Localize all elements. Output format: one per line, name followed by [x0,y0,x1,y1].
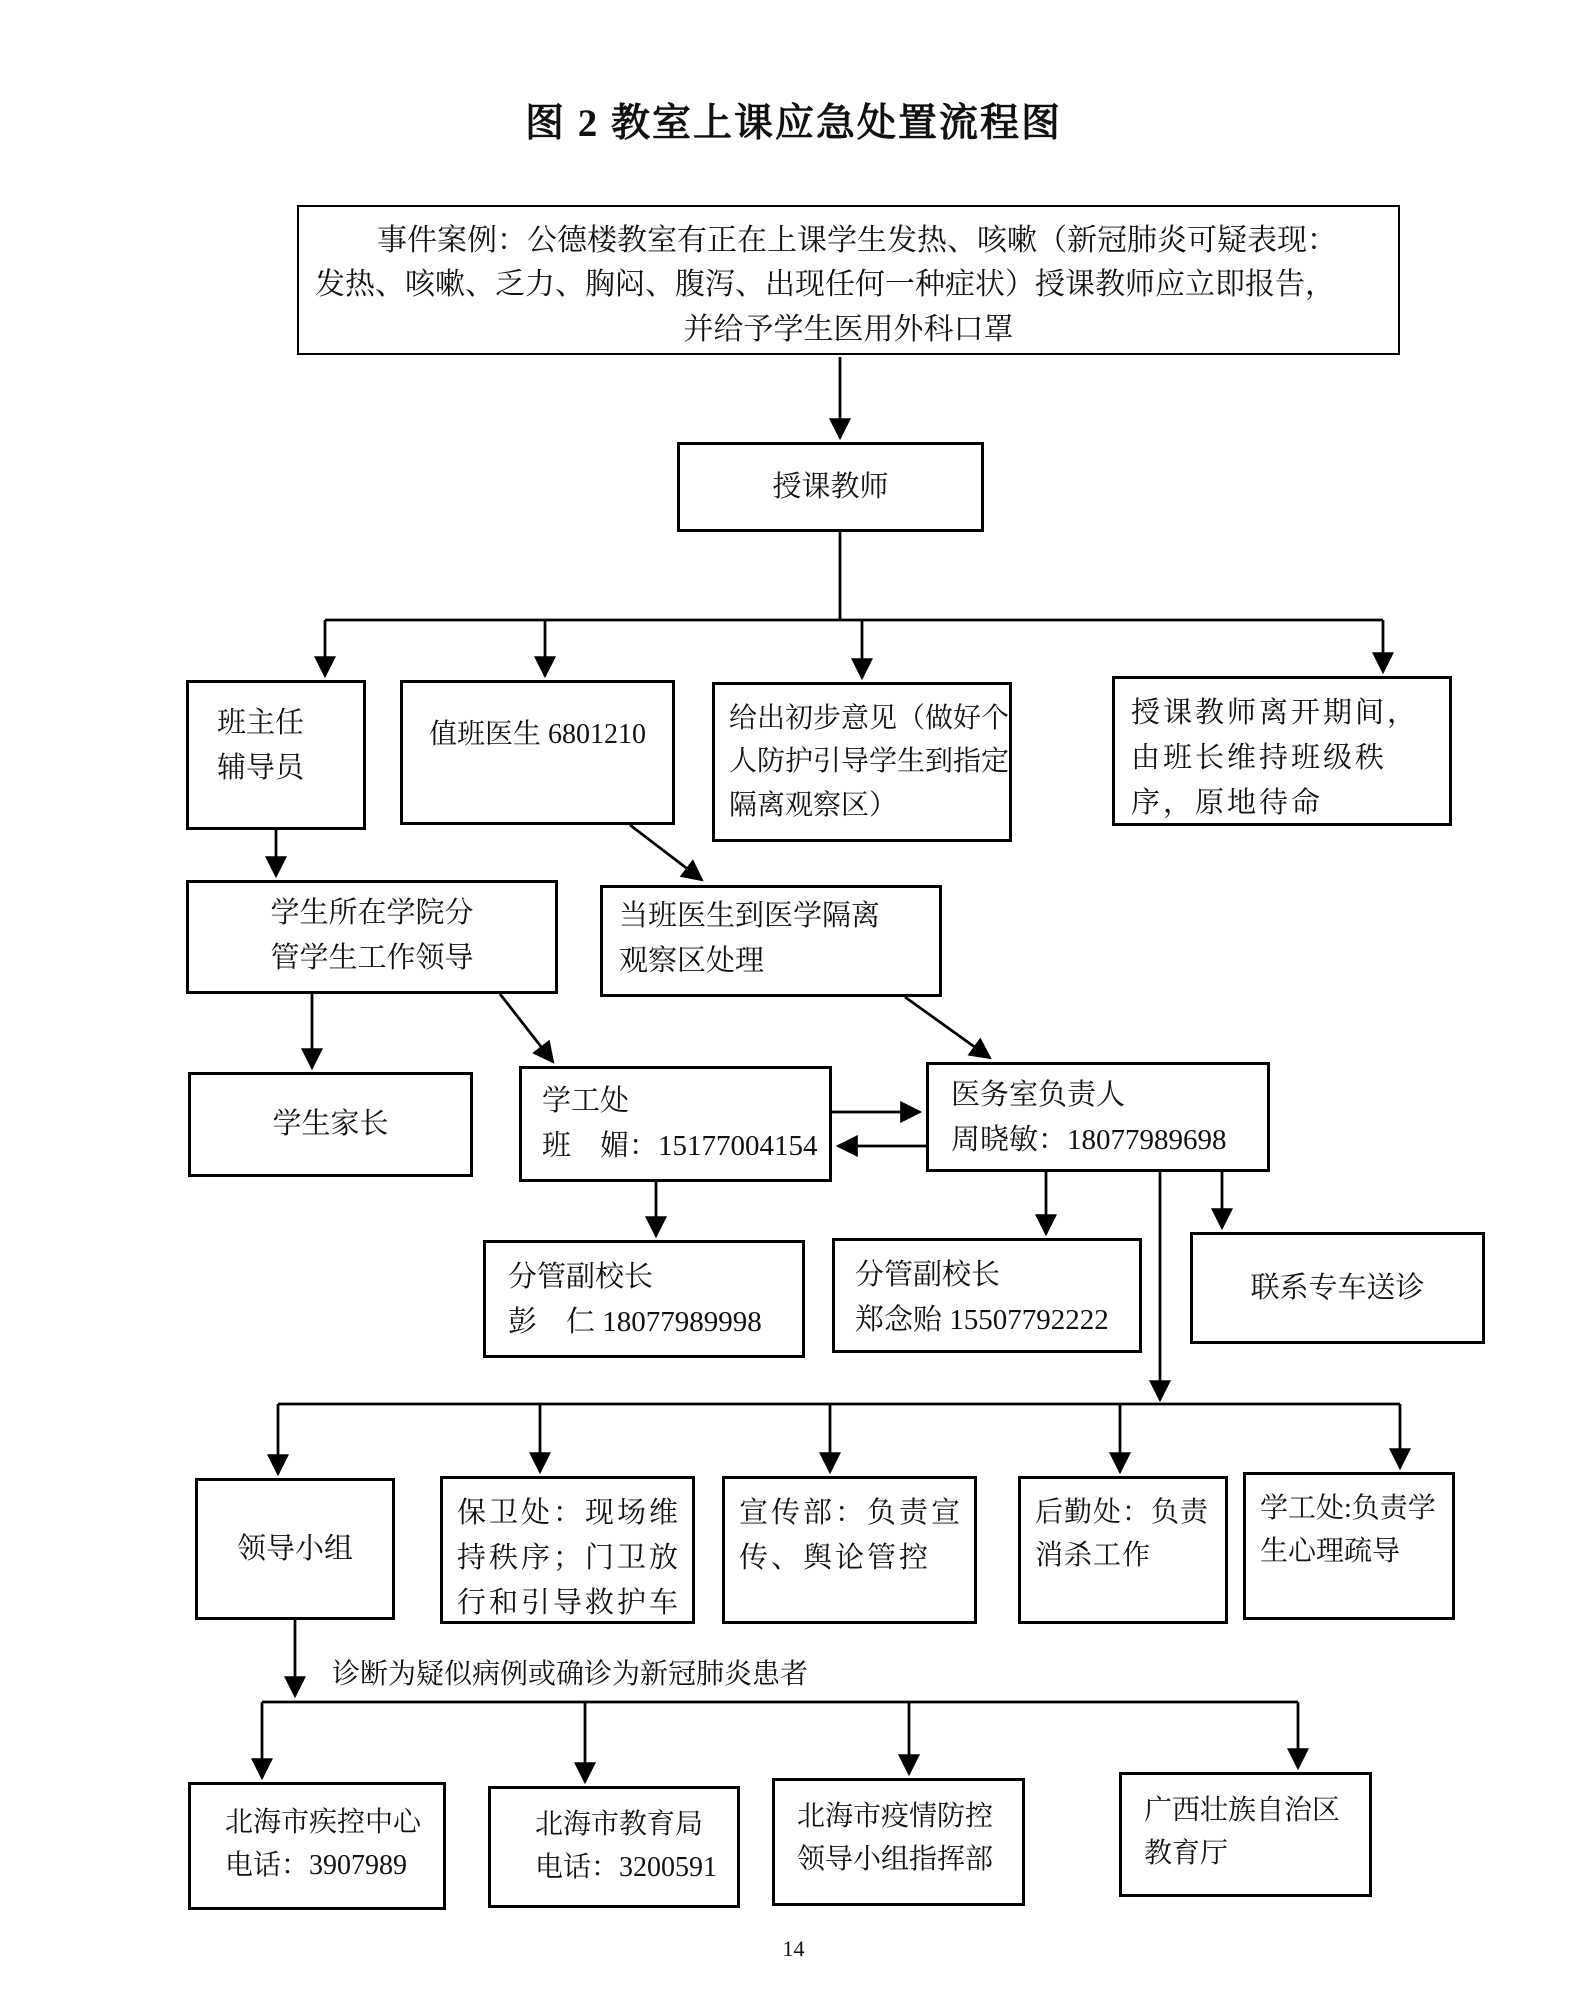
node-text-line: 教育厅 [1144,1838,1229,1870]
node-parents: 学生家长 [188,1072,473,1177]
node-text-line: 序，原地待命 [1131,786,1324,819]
node-text-line: 学工处 [542,1085,630,1117]
node-epidemic-hq [772,1778,1025,1906]
node-psych-support [1243,1472,1455,1620]
node-text-line: 辅导员 [217,751,305,784]
node-text-line: 事件案例：公德楼教室有正在上课学生发热、咳嗽（新冠肺炎可疑表现： [377,224,1337,257]
node-text-line: 北海市疫情防控 [797,1801,994,1832]
node-text-line: 消杀工作 [1035,1540,1152,1572]
node-text-line: 持秩序；门卫放 [457,1541,682,1574]
arrow-quarantine-to-clinic-head [905,997,990,1058]
node-duty-doctor: 值班医生 6801210 [400,680,675,825]
node-text-line: 北海市教育局 [535,1809,704,1840]
node-clinic-head [926,1062,1270,1172]
node-publicity-dept [722,1476,977,1624]
node-quarantine-doctor [600,885,942,997]
node-text-line: 电话：3200591 [535,1852,718,1884]
node-head-teacher-counselor [186,680,366,830]
node-text-line: 当班医生到医学隔离 [619,900,881,932]
node-text-line: 分管副校长 [855,1259,1001,1291]
node-text-line: 给出初步意见（做好个 [729,703,1010,734]
node-cdc [188,1782,446,1910]
node-text-line: 广西壮族自治区 [1144,1795,1341,1826]
node-text-line: 并给予学生医用外科口罩 [683,312,1014,346]
page-number: 14 [782,1936,805,1961]
node-text-line: 班主任 [217,707,305,739]
node-text-line: 授课教师离开期间， [1131,697,1420,729]
node-incident-case [297,205,1400,355]
node-text-line: 北海市疾控中心 [225,1807,422,1838]
node-text-line: 学生所在学院分 [270,897,474,929]
node-text-line: 电话：3907989 [225,1850,408,1882]
node-guangxi-education-dept [1119,1772,1372,1897]
node-vice-president-peng [483,1240,805,1358]
node-text-line: 保卫处：现场维 [457,1497,682,1529]
arrow-to-student-affairs [500,994,553,1062]
node-initial-opinion [712,682,1012,842]
diagnosis-condition-label: 诊断为疑似病例或确诊为新冠肺炎患者 [332,1659,809,1690]
node-text-line: 观察区处理 [619,944,765,977]
node-text-line: 学工处:负责学 [1260,1493,1436,1524]
node-class-monitor [1112,676,1452,826]
node-text-line: 郑念贻 15507792222 [855,1303,1109,1336]
figure-title: 图 2 教室上课应急处置流程图 [524,102,1062,145]
node-vice-president-zheng [832,1238,1142,1353]
node-teacher: 授课教师 [677,442,984,532]
node-special-car: 联系专车送诊 [1190,1232,1485,1344]
node-text-line: 由班长维持班级秩 [1131,741,1388,774]
node-text-line: 生心理疏导 [1260,1536,1401,1568]
node-text-line: 医务室负责人 [951,1079,1126,1111]
node-text-line: 传、舆论管控 [739,1541,932,1574]
node-text-line: 行和引导救护车 [457,1586,682,1619]
node-college-leader [186,880,558,994]
node-text-line: 彭 仁 18077989998 [508,1305,762,1338]
node-student-affairs-office [519,1066,832,1182]
node-text-line: 分管副校长 [508,1261,654,1293]
node-text-line: 宣传部：负责宣 [739,1497,964,1529]
node-logistics-dept [1018,1476,1228,1624]
arrow-duty-to-quarantine [630,825,702,880]
node-text-line: 后勤处：负责 [1035,1497,1210,1528]
node-education-bureau [488,1786,740,1908]
node-security-dept [440,1476,695,1624]
node-text-line: 领导小组指挥部 [797,1844,994,1876]
node-text-line: 隔离观察区） [729,789,898,821]
node-text-line: 发热、咳嗽、乏力、胸闷、腹泻、出现任何一种症状）授课教师应立即报告， [315,268,1335,302]
node-text-line: 人防护引导学生到指定 [729,746,1010,778]
node-text-line: 周晓敏：18077989698 [951,1123,1227,1156]
node-leading-group: 领导小组 [195,1478,395,1620]
node-text-line: 班 媚：15177004154 [542,1129,818,1162]
node-text-line: 管学生工作领导 [270,941,474,974]
